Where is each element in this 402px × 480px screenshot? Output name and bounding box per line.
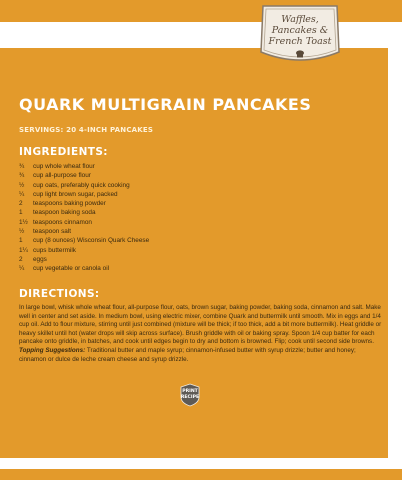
logo-line-3: French Toast bbox=[268, 36, 332, 47]
ingredient-row bbox=[19, 190, 379, 199]
servings-label: SERVINGS: 20 4-INCH PANCAKES bbox=[19, 126, 154, 134]
ingredient-qty: 2 bbox=[19, 200, 23, 208]
ingredient-item: eggs bbox=[33, 255, 47, 263]
ingredient-item: cup whole wheat flour bbox=[33, 163, 95, 170]
ingredient-item: teaspoons baking powder bbox=[33, 200, 106, 208]
bottom-band bbox=[0, 469, 402, 480]
ingredient-row bbox=[19, 264, 379, 273]
ingredient-qty: 2 bbox=[19, 255, 23, 263]
ingredient-qty: 1 bbox=[19, 209, 23, 217]
ingredient-item: teaspoons cinnamon bbox=[33, 218, 92, 226]
ingredient-item: cup oats, preferably quick cooking bbox=[33, 181, 130, 189]
footer-stripe bbox=[0, 458, 402, 469]
ingredient-row bbox=[19, 236, 379, 245]
ingredient-qty: ¾ bbox=[19, 163, 25, 170]
tips-label: Topping Suggestions: bbox=[19, 346, 86, 354]
ingredient-row bbox=[19, 181, 379, 190]
ingredient-qty: 1½ bbox=[19, 218, 28, 226]
ingredient-item: cup vegetable or canola oil bbox=[33, 265, 110, 273]
ingredient-qty: 1 bbox=[19, 237, 23, 245]
ingredient-item: teaspoon baking soda bbox=[33, 209, 96, 217]
topping-suggestions bbox=[19, 347, 383, 364]
chef-hat-icon bbox=[296, 50, 304, 57]
ingredient-row bbox=[19, 246, 379, 255]
ingredient-qty: ¼ bbox=[19, 265, 25, 273]
ingredient-qty: ½ bbox=[19, 181, 25, 189]
logo-line-2: Pancakes & bbox=[271, 25, 329, 36]
ingredient-item: cup all-purpose flour bbox=[33, 172, 91, 180]
print-label-line-1: PRINT bbox=[182, 389, 198, 394]
ingredients-heading: INGREDIENTS: bbox=[19, 146, 108, 158]
ingredient-row bbox=[19, 218, 379, 227]
directions-text: In large bowl, whisk whole wheat flour, all-purpose flour, oats, brown sugar, baking powder, baking soda, cinnamon and salt. Make well in center and set aside. In medium bowl, using electric mixer, combine Quark and buttermilk until smooth. Mix in eggs and 1/4 cup oil. Add to flour mixture, stirring until just combined (mixture will be thick; if too thick, add a bit more buttermilk). Heat griddle or heavy skillet until hot (water drops will skip across surface). Brush griddle with oil or baking spray. Spoon 1/4 cup batter for each pancake onto griddle, in batches, and cook until edges begin to dry and bottom is browned. Flip; cook until second side browns. bbox=[19, 304, 382, 346]
ingredient-row bbox=[19, 199, 379, 208]
ingredient-qty: ½ bbox=[19, 228, 25, 236]
ingredients-list bbox=[19, 162, 379, 274]
ingredient-row bbox=[19, 227, 379, 236]
tips-text: Traditional butter and maple syrup; cinnamon-infused butter with syrup drizzle; butter and honey; cinnamon or dulce de leche cream cheese and syrup drizzle. bbox=[19, 346, 356, 363]
ingredient-item: cup (8 ounces) Wisconsin Quark Cheese bbox=[33, 237, 150, 245]
ingredient-item: cup light brown sugar, packed bbox=[33, 190, 118, 198]
ingredient-row bbox=[19, 208, 379, 217]
ingredient-qty: ¼ bbox=[19, 190, 25, 198]
ingredient-item: teaspoon salt bbox=[33, 228, 72, 236]
brand-logo bbox=[257, 2, 343, 64]
directions-heading: DIRECTIONS: bbox=[19, 288, 100, 300]
directions-body bbox=[19, 304, 383, 364]
print-label-line-2: RECIPE bbox=[180, 395, 200, 400]
ingredient-row bbox=[19, 162, 379, 171]
print-recipe-button[interactable] bbox=[178, 383, 202, 407]
recipe-title: QUARK MULTIGRAIN PANCAKES bbox=[19, 95, 312, 114]
logo-line-1: Waffles, bbox=[281, 14, 319, 25]
ingredient-row bbox=[19, 255, 379, 264]
ingredient-row bbox=[19, 171, 379, 180]
ingredient-item: cups buttermilk bbox=[33, 246, 76, 254]
ingredient-qty: 1¼ bbox=[19, 246, 28, 254]
ingredient-qty: ¾ bbox=[19, 172, 25, 180]
